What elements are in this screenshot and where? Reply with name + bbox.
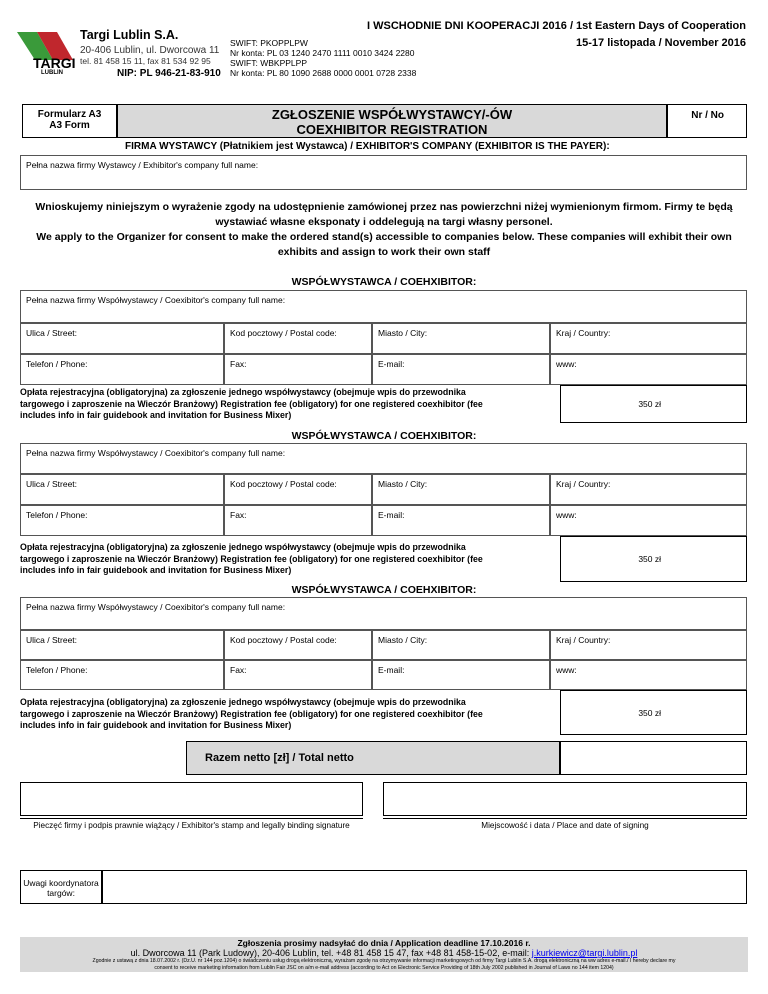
form-label-en: A3 Form: [49, 120, 90, 131]
coexhibitor-heading: WSPÓŁWYSTAWCA / COEHXIBITOR:: [291, 430, 477, 442]
fee-line-3: includes info in fair guidebook and invitation for Business Mixer): [20, 410, 292, 420]
email-label: E-mail:: [378, 510, 405, 520]
postal-code-field[interactable]: [224, 474, 372, 505]
form-title-en: COEXHIBITOR REGISTRATION: [296, 122, 488, 137]
city-field[interactable]: [372, 630, 550, 660]
logo-subtext: LUBLIN: [41, 70, 63, 76]
fee-value: 350 zł: [638, 708, 661, 718]
fee-value: 350 zł: [638, 399, 661, 409]
coexhibitor-name-field[interactable]: [20, 597, 747, 630]
country-label: Kraj / Country:: [556, 635, 611, 645]
www-label: www:: [556, 665, 577, 675]
request-line-2: wystawiać własne eksponaty i oddelegują na targi własny personel.: [215, 216, 553, 228]
coexhibitor-name-label: Pełna nazwa firmy Współwystawcy / Coexibitor's company full name:: [26, 602, 286, 612]
street-label: Ulica / Street:: [26, 328, 78, 338]
total-label: Razem netto [zł] / Total netto: [205, 752, 354, 764]
country-label: Kraj / Country:: [556, 479, 611, 489]
total-label-box: [186, 741, 560, 775]
fax-label: Fax:: [230, 359, 247, 369]
form-number-label: Nr / No: [691, 110, 724, 121]
consent-text-2: consent to receive marketing information from Lublin Fair JSC on a/m e-mail address (according to Act on Electronic Service Providing of 18th July 2002 published in Journal of Laws no 144 item 1204): [154, 965, 614, 971]
email-field[interactable]: [372, 505, 550, 536]
exhibitor-heading: FIRMA WYSTAWCY (Płatnikiem jest Wystawca) / EXHIBITOR'S COMPANY (EXHIBITOR IS THE PAYER):: [125, 141, 610, 152]
email-label: E-mail:: [378, 665, 405, 675]
coexhibitor-heading: WSPÓŁWYSTAWCA / COEHXIBITOR:: [291, 584, 477, 596]
total-value-field[interactable]: [560, 741, 747, 775]
consent-text-1: Zgodnie z ustawą z dnia 18.07.2002 r. (Dz.U. nr 144 poz.1204) o świadczeniu usług drogą elektroniczną, wyrażam zgodę na otrzymywanie informacji marketingowych od firmy Targi Lublin S.A. drogą elektroniczną na ww adres e-mail./ I hereby declare my: [92, 958, 676, 964]
exhibitor-name-field[interactable]: [20, 155, 747, 190]
bank1-swift: SWIFT: PKOPPLPW: [230, 38, 308, 48]
stamp-signature-field[interactable]: [20, 782, 363, 816]
postal-code-field[interactable]: [224, 323, 372, 354]
fee-description: [20, 387, 560, 422]
company-name: Targi Lublin S.A.: [80, 28, 179, 42]
event-title: I WSCHODNIE DNI KOOPERACJI 2016 / 1st Eastern Days of Cooperation: [367, 20, 746, 32]
place-date-field[interactable]: [383, 782, 747, 816]
phone-label: Telefon / Phone:: [26, 359, 88, 369]
street-field[interactable]: [20, 474, 224, 505]
event-dates: 15-17 listopada / November 2016: [576, 37, 746, 49]
postal-code-label: Kod pocztowy / Postal code:: [230, 328, 337, 338]
email-field[interactable]: [372, 660, 550, 690]
request-text: [20, 200, 748, 260]
company-address: 20-406 Lublin, ul. Dworcowa 11: [80, 45, 220, 56]
fax-field[interactable]: [224, 505, 372, 536]
phone-field[interactable]: [20, 354, 224, 385]
postal-code-field[interactable]: [224, 630, 372, 660]
deadline-text: Zgłoszenia prosimy nadsyłać do dnia / Application deadline 17.10.2016 r.: [237, 938, 531, 948]
request-line-4: exhibits and assign to work their own staff: [277, 246, 491, 258]
www-field[interactable]: [550, 660, 747, 690]
exhibitor-name-label: Pełna nazwa firmy Wystawcy / Exhibitor's company full name:: [26, 160, 259, 170]
country-field[interactable]: [550, 630, 747, 660]
fax-label: Fax:: [230, 510, 247, 520]
fee-value-box: [560, 690, 747, 735]
form-number-box[interactable]: [667, 104, 747, 138]
city-label: Miasto / City:: [378, 635, 428, 645]
street-label: Ulica / Street:: [26, 635, 78, 645]
place-date-label: Miejscowość i data / Place and date of signing: [383, 818, 747, 830]
fax-field[interactable]: [224, 660, 372, 690]
fee-value-box: [560, 385, 747, 423]
fee-line-3: includes info in fair guidebook and invitation for Business Mixer): [20, 720, 292, 730]
fee-line-2: targowego i zaproszenie na Wieczór Branżowy) Registration fee (obligatory) for one registered coexhibitor (fee: [20, 398, 483, 409]
phone-label: Telefon / Phone:: [26, 665, 88, 675]
coexhibitor-heading: WSPÓŁWYSTAWCA / COEHXIBITOR:: [291, 276, 477, 288]
coexhibitor-name-field[interactable]: [20, 290, 747, 323]
logo-text: TARGI: [33, 55, 76, 71]
phone-field[interactable]: [20, 660, 224, 690]
stamp-signature-label: Pieczęć firmy i podpis prawnie wiążący / Exhibitor's stamp and legally binding signature: [20, 818, 363, 830]
coexhibitor-name-field[interactable]: [20, 443, 747, 474]
fax-field[interactable]: [224, 354, 372, 385]
phone-label: Telefon / Phone:: [26, 510, 88, 520]
fee-line-3: includes info in fair guidebook and invitation for Business Mixer): [20, 565, 292, 575]
fee-line-2: targowego i zaproszenie na Wieczór Branżowy) Registration fee (obligatory) for one registered coexhibitor (fee: [20, 553, 483, 564]
company-phone: tel. 81 458 15 11, fax 81 534 92 95: [80, 56, 211, 66]
coordinator-notes-field[interactable]: [102, 870, 747, 904]
form-label-box: [22, 104, 117, 138]
fax-label: Fax:: [230, 665, 247, 675]
coordinator-notes-label-2: targów:: [47, 888, 75, 898]
request-line-3: We apply to the Organizer for consent to make the ordered stand(s) accessible to companies below. These companies will exhibit their own: [36, 231, 732, 243]
company-nip: NIP: PL 946-21-83-910: [117, 68, 221, 79]
city-label: Miasto / City:: [378, 328, 428, 338]
street-label: Ulica / Street:: [26, 479, 78, 489]
coordinator-notes-label-box: [20, 870, 102, 904]
city-field[interactable]: [372, 474, 550, 505]
www-field[interactable]: [550, 505, 747, 536]
www-label: www:: [556, 359, 577, 369]
form-label-pl: Formularz A3: [37, 109, 102, 120]
coexhibitor-name-label: Pełna nazwa firmy Współwystawcy / Coexibitor's company full name:: [26, 295, 286, 305]
postal-code-label: Kod pocztowy / Postal code:: [230, 635, 337, 645]
coexhibitor-name-label: Pełna nazwa firmy Współwystawcy / Coexibitor's company full name:: [26, 448, 286, 458]
email-label: E-mail:: [378, 359, 405, 369]
bank2-account: Nr konta: PL 80 1090 2688 0000 0001 0728 2338: [230, 68, 417, 78]
country-field[interactable]: [550, 323, 747, 354]
fee-value: 350 zł: [638, 554, 661, 564]
request-line-1: Wnioskujemy niniejszym o wyrażenie zgody na udostępnienie zamówionej przez nas powierzchni niżej wymienionym firmom. Firmy te będą: [35, 201, 733, 213]
street-field[interactable]: [20, 323, 224, 354]
fee-line-1: Opłata rejestracyjna (obligatoryjna) za zgłoszenie jednego współwystawcy (obejmuje wpis do przewodnika: [20, 387, 466, 397]
fee-line-1: Opłata rejestracyjna (obligatoryjna) za zgłoszenie jednego współwystawcy (obejmuje wpis do przewodnika: [20, 697, 466, 707]
city-label: Miasto / City:: [378, 479, 428, 489]
email-field[interactable]: [372, 354, 550, 385]
bank2-swift: SWIFT: WBKPPLPP: [230, 58, 307, 68]
fee-description: [20, 542, 560, 577]
coordinator-notes-label-1: Uwagi koordynatora: [23, 878, 99, 888]
country-label: Kraj / Country:: [556, 328, 611, 338]
bank1-account: Nr konta: PL 03 1240 2470 1111 0010 3424 2280: [230, 48, 415, 58]
country-field[interactable]: [550, 474, 747, 505]
postal-code-label: Kod pocztowy / Postal code:: [230, 479, 337, 489]
footer-box: [20, 937, 748, 972]
fee-description: [20, 697, 560, 732]
form-title-pl: ZGŁOSZENIE WSPÓŁWYSTAWCY/-ÓW: [271, 107, 513, 122]
company-logo: [15, 30, 75, 75]
street-field[interactable]: [20, 630, 224, 660]
www-label: www:: [556, 510, 577, 520]
form-title-box: [117, 104, 667, 138]
contact-text: ul. Dworcowa 11 (Park Ludowy), 20-406 Lublin, tel. +48 81 458 15 47, fax +48 81 458-15-02, e-mail:: [130, 948, 532, 958]
fee-line-2: targowego i zaproszenie na Wieczór Branżowy) Registration fee (obligatory) for one registered coexhibitor (fee: [20, 708, 483, 719]
contact-line: [20, 948, 748, 958]
fee-value-box: [560, 536, 747, 582]
www-field[interactable]: [550, 354, 747, 385]
city-field[interactable]: [372, 323, 550, 354]
phone-field[interactable]: [20, 505, 224, 536]
fee-line-1: Opłata rejestracyjna (obligatoryjna) za zgłoszenie jednego współwystawcy (obejmuje wpis do przewodnika: [20, 542, 466, 552]
contact-email-link[interactable]: j.kurkiewicz@targi.lublin.pl: [531, 948, 638, 958]
